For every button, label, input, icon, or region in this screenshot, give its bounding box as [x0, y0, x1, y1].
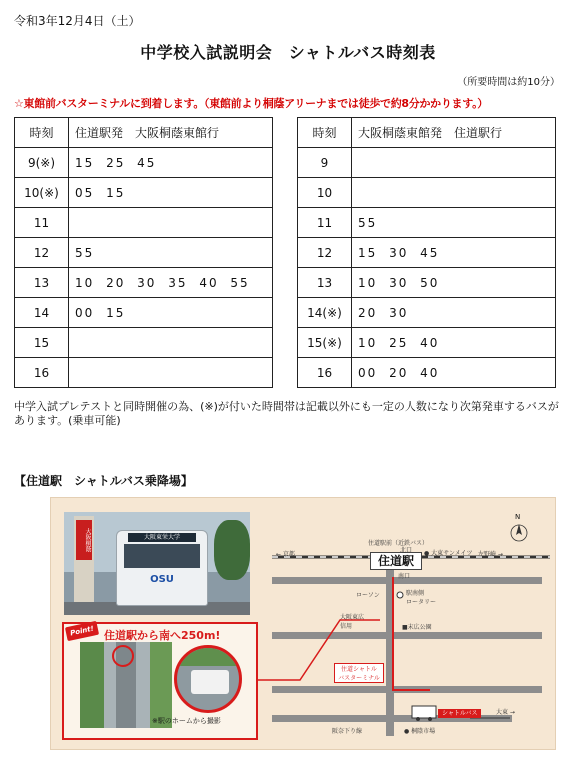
hour-cell: 12	[298, 238, 352, 268]
times-cell: 20 30	[352, 298, 556, 328]
page-title: 中学校入試説明会 シャトルバス時刻表	[140, 43, 436, 62]
label-minamiguchi: 南口	[398, 573, 411, 580]
bus-terminal-label: 住道シャトル バスターミナル	[334, 663, 384, 683]
times-cell: 15 30 45	[352, 238, 556, 268]
bus-icon-wheel-rear	[428, 717, 432, 721]
label-route-south: 阪奈下り線	[332, 728, 363, 735]
label-daito: 大東 →	[496, 709, 515, 716]
hour-cell: 13	[15, 268, 69, 298]
times-cell: 00 15	[69, 298, 273, 328]
footnote: 中学入試プレテストと同時開催の為、(※)が付いた時間帯は記載以外にも一定の人数になり次第発車するバスがあります。(乗車可能)	[14, 400, 559, 427]
point-badge: Point!	[65, 621, 99, 641]
hour-cell: 12	[15, 238, 69, 268]
times-cell: 15 25 45	[69, 148, 273, 178]
hour-cell: 14(※)	[298, 298, 352, 328]
north-label: N	[515, 513, 521, 521]
times-cell: 10 20 30 35 40 55	[69, 268, 273, 298]
times-cell: 00 20 40	[352, 358, 556, 388]
hour-cell: 10(※)	[15, 178, 69, 208]
road-horizontal-2	[272, 632, 542, 639]
label-kitaguchi: 北口	[400, 547, 413, 554]
station-name: 住道駅	[370, 552, 422, 570]
hour-cell: 15	[15, 328, 69, 358]
times-cell: 10 30 50	[352, 268, 556, 298]
label-rotary: 駅南側 ロータリー	[406, 590, 437, 606]
bus-logo: OSU	[150, 574, 174, 585]
column-header-hour: 時刻	[298, 118, 352, 148]
label-lawson: ローソン	[356, 592, 380, 599]
photo-note: ※駅のホームから撮影	[152, 717, 221, 725]
hour-cell: 15(※)	[298, 328, 352, 358]
column-header-hour: 時刻	[15, 118, 69, 148]
hour-cell: 9(※)	[15, 148, 69, 178]
map-heading: 【住道駅 シャトルバス乗降場】	[14, 474, 193, 488]
label-kyoto: ← 京都	[276, 551, 295, 558]
notice-text: ☆東館前バスターミナルに到着します。（東館前より桐蔭アリーナまでは徒歩で約8分かかります。）	[14, 97, 488, 110]
photo-sign: 大阪桐蔭	[76, 520, 92, 560]
label-park: ■末広公園	[402, 624, 432, 631]
times-cell: 55	[69, 238, 273, 268]
hour-cell: 11	[15, 208, 69, 238]
times-cell: 55	[352, 208, 556, 238]
hour-cell: 10	[298, 178, 352, 208]
hour-cell: 16	[15, 358, 69, 388]
duration-note: （所要時間は約10分）	[457, 77, 560, 88]
hour-cell: 9	[298, 148, 352, 178]
column-header-route: 大阪桐蔭東館発 住道駅行	[352, 118, 556, 148]
bus-destination-board: 大阪東栄大学	[128, 533, 196, 542]
shuttle-bus-label: シャトルバス	[438, 709, 481, 718]
bus-icon	[412, 706, 436, 718]
date: 令和3年12月4日（土）	[14, 14, 141, 28]
point-text: 住道駅から南へ250m!	[104, 629, 221, 642]
rotary-marker	[397, 592, 403, 598]
hour-cell: 16	[298, 358, 352, 388]
label-nozaki: 左野崎 →	[478, 551, 503, 558]
times-cell: 05 15	[69, 178, 273, 208]
times-cell: 10 25 40	[352, 328, 556, 358]
column-header-route: 住道駅発 大阪桐蔭東館行	[69, 118, 273, 148]
label-market: ● 桐陰市場	[404, 728, 436, 735]
label-bank: 大阪東広 信用	[340, 614, 365, 630]
label-sunmate: ● 大東サンメイツ	[424, 550, 473, 557]
hour-cell: 11	[298, 208, 352, 238]
hour-cell: 14	[15, 298, 69, 328]
bus-icon-wheel-front	[416, 717, 420, 721]
hour-cell: 13	[298, 268, 352, 298]
label-station-bus: 住道駅前（近鉄バス）	[368, 540, 429, 547]
